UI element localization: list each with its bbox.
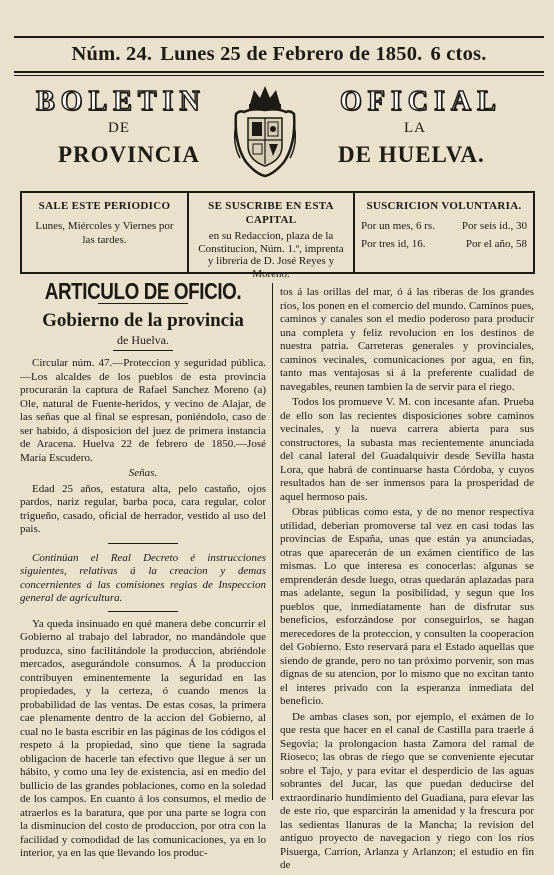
subscribe-heading: SE SUSCRIBE EN ESTA CAPITAL — [208, 200, 334, 226]
info-box — [20, 191, 535, 280]
issue-price: 6 ctos. — [430, 42, 487, 65]
subscribe-cell — [187, 193, 353, 280]
title-de-huelva: DE HUELVA. — [338, 142, 485, 167]
issue-date: Lunes 25 de Febrero de 1850. — [160, 42, 423, 65]
rate-one-year: Por el año, 58 — [465, 238, 527, 250]
title-la: LA — [404, 120, 426, 136]
government-title: Gobierno de la provincia — [42, 309, 244, 331]
rate-one-month: Por un mes, 6 rs. — [361, 220, 435, 232]
voluntary-cell — [353, 193, 533, 272]
issue-number: Núm. 24. — [71, 42, 153, 65]
issue-rule-thin — [14, 75, 544, 76]
top-rule — [14, 36, 544, 38]
column-divider — [272, 283, 273, 800]
rate-three-months: Por tres id, 16. — [361, 238, 426, 250]
subtitle-rule — [113, 350, 173, 351]
decree-rule — [108, 611, 178, 612]
article-heading: ARTICULO DE OFICIO. — [44, 278, 242, 304]
title-de: DE — [108, 120, 130, 136]
periodicity-text: Lunes, Miércoles y Viernes por las tardes. — [35, 220, 174, 246]
senas-paragraph: Edad 25 años, estatura alta, pelo castaño, ojos pardos, nariz regular, barba poca, cara regular, color trigueño, casado, oficial de herrador, vestido al uso del pais. — [20, 482, 266, 535]
periodicity-cell — [22, 193, 187, 272]
right-column — [280, 286, 534, 875]
subscribe-text: en su Redaccion, plaza de la Constitucion, Núm. 1.º, imprenta y libreria de D. José Reyes y Moreno. — [198, 230, 344, 280]
rate-row-1 — [361, 219, 527, 233]
section-rule — [108, 543, 178, 544]
circular-paragraph: Circular núm. 47.—Proteccion y seguridad pública.—Los alcaldes de los pueblos de esta provincia procurarán la captura de Rafael Sanchez Moreno (a) Ole, natural de Fuente-heridos, y vecino de Alajar, de las señas que al final se espresan, poniéndolo, caso de ser habido, á disposicion del juez de primera instancia de Aracena. Huelva 22 de febrero de 1850.—José María Escudero. — [20, 357, 266, 464]
issue-line — [14, 40, 544, 68]
left-column — [20, 278, 266, 863]
government-subtitle: de Huelva. — [117, 332, 169, 347]
right-paragraph-2: Todos los promueve V. M. con incesante afan. Prueba de ello son las recientes disposiciones sobre caminos vecinales, y la nueva carrera abierta para sus constructores, la subasta mas recientemente anunciada del canal lateral del Guadalquivir desde Sevilla hasta Lora, que habrá de continuarse hasta Córdoba, y cuyos resultados han de ser inmensos para la prosperidad de aquel hermoso pais. — [280, 396, 534, 503]
right-paragraph-1: tos á las orillas del mar, ó á las riberas de los grandes ríos, los ponen en el comercio del mundo. Caminos pues, caminos y canales son el medio poderoso para producir una completa y feliz revolucion en los destinos de nuestra patria. Carreteras generales y provinciales, caminos vecinales, comunicaciones por agua, en fin, tanto mas ventajosas si á la preferente cualidad de navegables, reunen tambien la de servir para el riego. — [280, 286, 534, 393]
voluntary-heading: SUSCRICION VOLUNTARIA. — [366, 200, 522, 212]
title-provincia: PROVINCIA — [58, 142, 200, 167]
rate-row-2 — [361, 237, 527, 251]
decree-intro: Continúan el Real Decreto é instrucciones siguientes, relativas á la creacion y demas concernientes á las comisiones regias de Inspeccion general de agricultura. — [20, 551, 266, 604]
issue-rule-heavy — [14, 71, 544, 73]
decree-paragraph: Ya queda insinuado en qué manera debe concurrir el Gobierno al trabajo del labrador, no mandándole que produzca, sino facilitándole la produccion, abriéndole mercados, asegurándole consumos. Á la produccion contribuyen eminentemente la seguridad en las propiedades, y la certeza, ó cuando menos la probabilidad de las ventas. De estas cosas, la primera cae plenamente dentro de la accion del Gobierno, al cual no le basta escribir en las páginas de los códigos el respeto á la propiedad, sino que tiene la sagrada obligacion de hacerle tan efectivo que llegue á ser un hábito, y como una ley de existencia, así en medio del bullicio de las grandes poblaciones, como en la soledad de los campos. En cuanto á los consumos, el medio de atraerlos es la baratura, que por una parte se logra con la disminucion del costo de produccion, por otra con la facilidad y comodidad de las comunicaciones, ya en lo interior, ya en las que llevando los produc- — [20, 617, 266, 859]
right-paragraph-3: Obras públicas como esta, y de no menor respectiva utilidad, deberian promoverse tal vez en casi todas las provincias de España, unas que están ya anunciadas, otras que aparecerán de un exámen científico de las mismas. Lo que interesa es conocerlas: algunas se emprenderán desde luego, otras quedarán aplazadas para mas adelante, segun la posibilidad, y segun que los pueblos que, inmediatamente han de disfrutar sus beneficios, esforzándose por conseguirlos, se hagan merecedores de la proteccion, y consulten la cooperacion del Gobierno. Esto reservará para el Estado aquellas que siendo de grande, pero no tan próximo porvenir, son mas dignas de su atencion, por lo mismo que no excitan tanto el interes privado con la esperanza inmediata del beneficio. — [280, 506, 534, 707]
periodicity-heading: SALE ESTE PERIODICO — [38, 200, 171, 212]
title-boletin: BOLETIN — [36, 86, 206, 117]
rate-six-months: Por seis id., 30 — [461, 220, 527, 232]
coat-of-arms-icon — [232, 84, 298, 178]
title-oficial: OFICIAL — [340, 86, 502, 117]
right-paragraph-4: De ambas clases son, por ejemplo, el exámen de lo que resta que hacer en el canal de Castilla para traerle á Segovia; la prolongacion hasta Zamora del ramal de Rioseco; las obras de riego que se conveniente ejecutar sobre el Tajo, y para evitar el desperdicio de las aguas sobrantes del Jucar, las que puedan deducirse del extraordinario hundimiento del Guadiana, para elevar las de este rio, que esparcirán la amenidad y la frescura por las sedientas llanuras de la Mancha; la revision del antiguo proyecto de navegacion y riego con los ríos Pisuerga, Carrion, Arlanza y Arlanzon; el estudio en fin de — [280, 710, 534, 871]
senas-label: Señas. — [128, 467, 158, 479]
